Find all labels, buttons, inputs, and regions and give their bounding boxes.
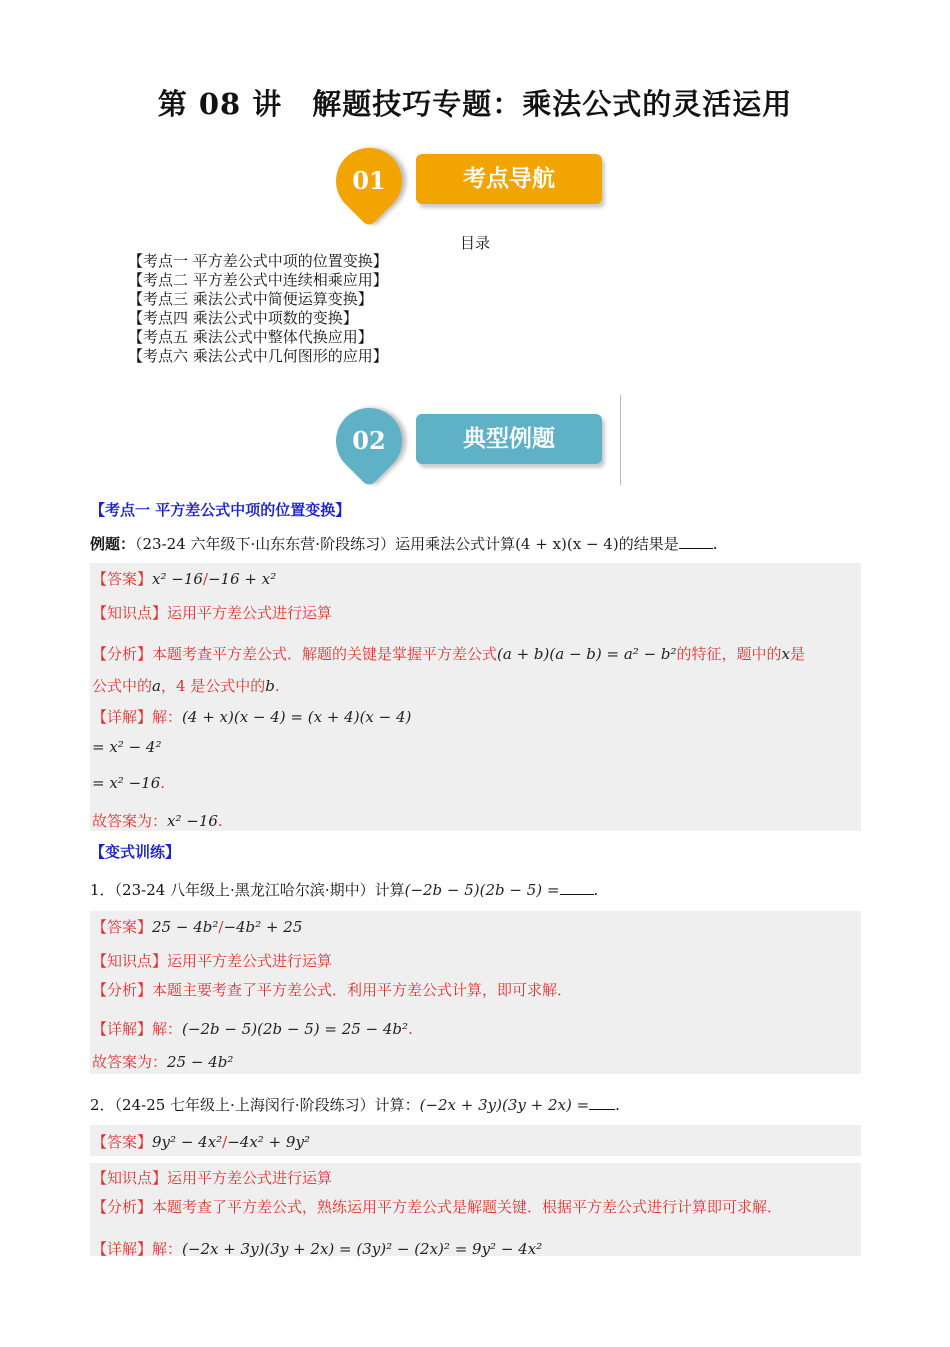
analysis-text: 本题考查平方差公式．解题的关键是掌握平方差公式 xyxy=(152,645,498,663)
knowledge-point-line xyxy=(92,602,332,623)
analysis-var-a: a xyxy=(152,677,161,695)
answer-1: 9y² − 4x² xyxy=(152,1133,223,1151)
toc-title: 目录 xyxy=(459,234,490,252)
answer-blank xyxy=(560,880,594,895)
analysis-var-x: x xyxy=(781,645,791,663)
answer-separator: / xyxy=(218,918,224,936)
question-2-expression: (−2x + 3y)(3y + 2x) = xyxy=(419,1096,590,1114)
final-dot: . xyxy=(217,812,223,830)
answer-separator: / xyxy=(202,570,208,588)
final-answer-line xyxy=(92,810,223,831)
detail-dot: . xyxy=(160,774,166,792)
variant-heading: 【变式训练】 xyxy=(90,843,181,861)
toc-item[interactable]: 【考点三 乘法公式中简便运算变换】 xyxy=(128,290,373,308)
detail-step: (−2x + 3y)(3y + 2x) = (3y)² − (2x)² = 9y² − 4x² xyxy=(182,1240,543,1258)
answer-2: −16 + x² xyxy=(207,570,277,588)
answer-separator: / xyxy=(222,1133,228,1151)
analysis-text: . xyxy=(274,677,280,695)
analysis-var-b: b xyxy=(265,677,275,695)
question-1-text: 1．（23-24 八年级上·黑龙江哈尔滨·期中）计算 xyxy=(90,881,405,899)
answer-2: −4b² + 25 xyxy=(223,918,303,936)
example-end: . xyxy=(712,535,718,553)
q2-answer-line xyxy=(92,1131,310,1152)
detail-prefix: 解： xyxy=(152,708,183,726)
example-expression: (4 + x)(x − 4) xyxy=(515,535,619,553)
table-of-contents xyxy=(128,252,388,366)
toc-item[interactable]: 【考点一 平方差公式中项的位置变换】 xyxy=(128,252,388,270)
detail-step-1: (4 + x)(x − 4) = (x + 4)(x − 4) xyxy=(182,708,412,726)
analysis-text: 的特征，题中的 xyxy=(676,645,782,663)
final-prefix: 故答案为： xyxy=(92,812,168,830)
q1-final-line xyxy=(92,1051,233,1072)
section-badge-navigation xyxy=(336,148,608,214)
knowledge-text: 运用平方差公式进行运算 xyxy=(167,604,333,622)
analysis-tag: 【分析】 xyxy=(92,1198,153,1216)
answer-blank xyxy=(679,534,713,549)
answer-1: 25 − 4b² xyxy=(152,918,219,936)
detail-prefix: 解： xyxy=(152,1240,183,1258)
analysis-text: 本题主要考查了平方差公式．利用平方差公式计算，即可求解． xyxy=(152,981,573,999)
analysis-text: 是 xyxy=(790,645,806,663)
q2-knowledge-line xyxy=(92,1167,332,1188)
q2-detail-line xyxy=(92,1238,542,1259)
answer-tag: 【答案】 xyxy=(92,918,153,936)
detail-step: (−2b − 5)(2b − 5) = 25 − 4b² xyxy=(182,1020,409,1038)
final-answer: 25 − 4b² xyxy=(167,1053,234,1071)
answer-2: −4x² + 9y² xyxy=(227,1133,310,1151)
example-label: 例题： xyxy=(90,535,136,553)
question-1-end: . xyxy=(593,881,599,899)
analysis-tag: 【分析】 xyxy=(92,981,153,999)
q1-detail-line xyxy=(92,1018,413,1039)
question-1-expression: (−2b − 5)(2b − 5) = xyxy=(404,881,560,899)
answer-1: x² −16 xyxy=(152,570,203,588)
badge-number: 01 xyxy=(352,166,386,195)
example-suffix: 的结果是 xyxy=(618,535,679,553)
section-heading-1: 【考点一 平方差公式中项的位置变换】 xyxy=(90,501,351,519)
final-prefix: 故答案为： xyxy=(92,1053,168,1071)
q2-analysis-line xyxy=(92,1196,782,1217)
badge-number: 02 xyxy=(352,426,386,455)
analysis-tag: 【分析】 xyxy=(92,645,153,663)
toc-item[interactable]: 【考点五 乘法公式中整体代换应用】 xyxy=(128,328,373,346)
section-badge-examples xyxy=(336,408,608,474)
detail-step-3-line xyxy=(92,774,165,792)
badge-label: 考点导航 xyxy=(416,154,602,204)
detail-step-2: = x² − 4² xyxy=(92,738,162,756)
question-2-text: 2．（24-25 七年级上·上海闵行·阶段练习）计算： xyxy=(90,1096,420,1114)
answer-blank xyxy=(589,1095,615,1110)
knowledge-tag: 【知识点】 xyxy=(92,604,168,622)
knowledge-tag: 【知识点】 xyxy=(92,952,168,970)
question-2 xyxy=(90,1094,620,1115)
detail-tag: 【详解】 xyxy=(92,708,153,726)
vertical-divider xyxy=(620,395,621,485)
question-2-end: . xyxy=(615,1096,620,1114)
analysis-text: 本题考查了平方差公式，熟练运用平方差公式是解题关键．根据平方差公式进行计算即可求解． xyxy=(152,1198,783,1216)
toc-item[interactable]: 【考点六 乘法公式中几何图形的应用】 xyxy=(128,347,388,365)
q1-analysis-line xyxy=(92,979,572,1000)
knowledge-text: 运用平方差公式进行运算 xyxy=(167,952,333,970)
analysis-formula: (a + b)(a − b) = a² − b² xyxy=(497,645,677,663)
example-source: （23-24 六年级下·山东东营·阶段练习）运用乘法公式计算 xyxy=(135,535,516,553)
page-title: 第 08 讲 解题技巧专题：乘法公式的灵活运用 xyxy=(157,87,793,121)
detail-tag: 【详解】 xyxy=(92,1240,153,1258)
final-answer: x² −16 xyxy=(167,812,218,830)
analysis-text: 公式中的 xyxy=(92,677,153,695)
q1-knowledge-line xyxy=(92,950,332,971)
detail-dot: . xyxy=(408,1020,413,1038)
detail-line xyxy=(92,706,411,727)
analysis-paragraph xyxy=(92,638,852,702)
badge-label: 典型例题 xyxy=(416,414,602,464)
toc-item[interactable]: 【考点二 平方差公式中连续相乘应用】 xyxy=(128,271,388,289)
question-1 xyxy=(90,879,598,900)
answer-tag: 【答案】 xyxy=(92,570,153,588)
detail-prefix: 解： xyxy=(152,1020,183,1038)
answer-line xyxy=(92,568,276,589)
answer-tag: 【答案】 xyxy=(92,1133,153,1151)
detail-tag: 【详解】 xyxy=(92,1020,153,1038)
q1-answer-line xyxy=(92,916,302,937)
example-question xyxy=(90,533,718,554)
analysis-text: ，4 是公式中的 xyxy=(160,677,266,695)
knowledge-text: 运用平方差公式进行运算 xyxy=(167,1169,333,1187)
knowledge-tag: 【知识点】 xyxy=(92,1169,168,1187)
toc-item[interactable]: 【考点四 乘法公式中项数的变换】 xyxy=(128,309,358,327)
detail-step-3: = x² −16 xyxy=(92,774,161,792)
